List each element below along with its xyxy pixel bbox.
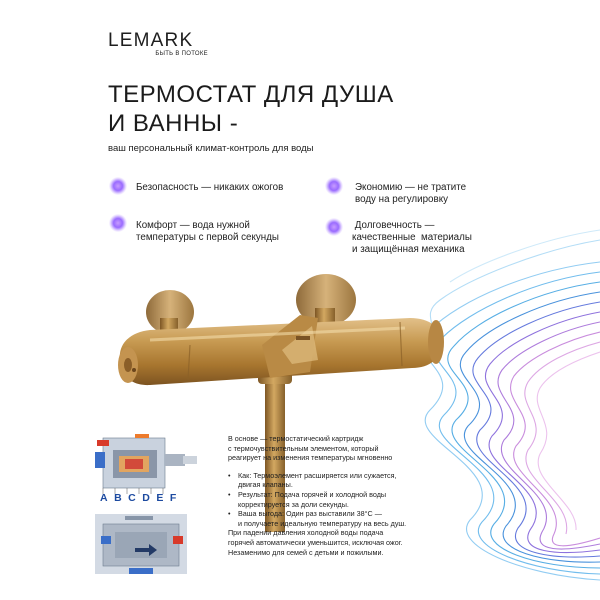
feature-line: Безопасность — никаких ожогов (136, 182, 284, 193)
feature-line: температуры с первой секунды (136, 232, 279, 243)
feature-line: качественные материалы (352, 232, 472, 243)
bullet-line: Как: Термоэлемент расширяется или сужается, (238, 470, 397, 480)
title-line-1: ТЕРМОСТАТ ДЛЯ ДУША (108, 81, 394, 108)
feature-line: Экономию — не тратите (355, 182, 467, 193)
outro-line: горячей автоматически уменьшится, исключая ожог. (228, 537, 403, 547)
bullet-item: • Ваша выгода: Один раз выставили 38°C — и получаете идеальную температуру на весь душ. (228, 509, 407, 528)
brand-name: LEMARK (108, 30, 194, 51)
intro-line: В основе — термостатический картридж (228, 434, 364, 443)
bullet-line: и получаете идеальную температуру на весь душ. (238, 518, 407, 528)
brand-tagline: БЫТЬ В ПОТОКЕ (155, 51, 208, 57)
feature-line: Долговечность — (352, 220, 435, 231)
feature-line: и защищённая механика (352, 244, 465, 255)
intro-line: с термочувствительным элементом, который (228, 443, 379, 453)
feature-line: воду на регулировку (355, 194, 448, 205)
outro-line: При падении давления холодной воды подача (228, 528, 384, 538)
bullet-item: • Результат: Подача горячей и холодной воды корректируется за доли секунды. (228, 489, 387, 509)
outro-line: Незаменимо для семей с детьми и пожилыми. (228, 547, 384, 557)
intro-line: реагирует на изменения температуры мгновенно (228, 453, 393, 463)
bullet-line: корректируется за доли секунды. (238, 499, 349, 509)
description-block (228, 434, 428, 557)
page-subtitle: ваш персональный климат-контроль для воды (108, 143, 314, 154)
bullet-line: Ваша выгода: Один раз выставили 38°C — (238, 509, 382, 519)
diagram-letters: ABCDEF (100, 492, 183, 504)
bullet-item: • Как: Термоэлемент расширяется или сужается, двигая клапаны. (228, 470, 397, 490)
cartridge-diagram (95, 432, 200, 594)
feature-line: Комфорт — вода нужной (136, 220, 250, 231)
bullet-line: двигая клапаны. (238, 480, 293, 490)
bullet-line: Результат: Подача горячей и холодной воды (238, 489, 387, 499)
title-line-2: И ВАННЫ - (108, 110, 239, 137)
